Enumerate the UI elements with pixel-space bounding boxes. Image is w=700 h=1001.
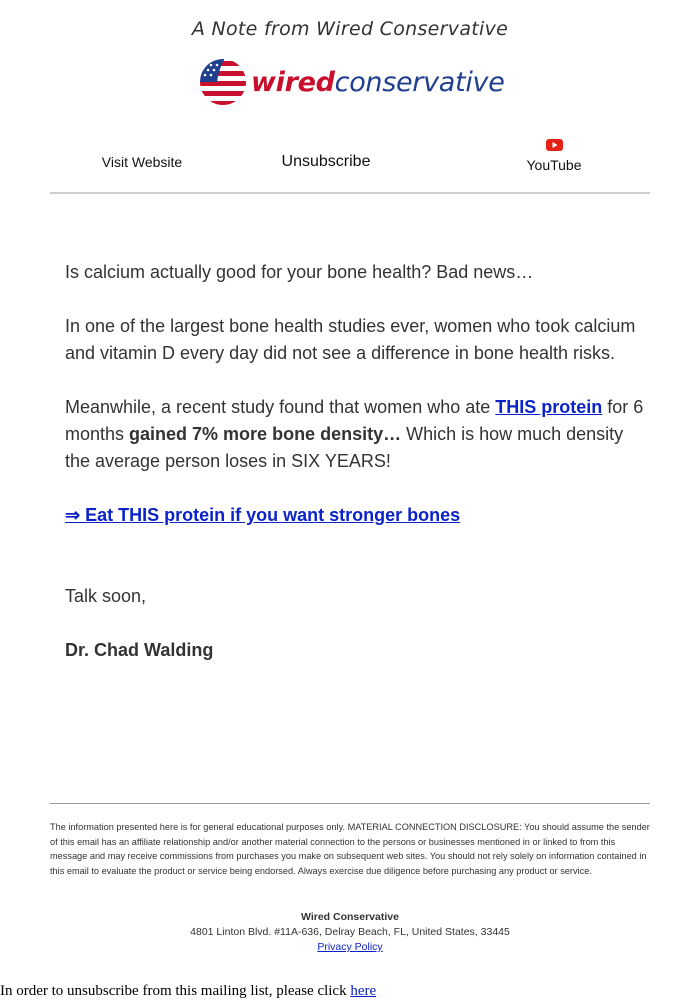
header-nav bbox=[50, 128, 650, 192]
signature bbox=[65, 637, 645, 664]
signoff-text: Talk soon, bbox=[65, 586, 147, 606]
youtube-label: YouTube bbox=[526, 157, 582, 173]
this-protein-link[interactable]: THIS protein bbox=[495, 397, 603, 417]
us-flag-globe-icon bbox=[199, 58, 247, 106]
logo-word-wired: wired bbox=[251, 66, 335, 98]
unsubscribe-here-link[interactable]: here bbox=[350, 983, 377, 999]
protein-text-1: Meanwhile, a recent study found that women who ate bbox=[65, 397, 496, 417]
disclosure-text: The information presented here is for general educational purposes only. MATERIAL CONNECTION DISCLOSURE: You should assume the sender of this email has an affiliate relationship and/or another material connection to the persons or businesses mentioned in or linked to from this message and may receive commissions from purchases you make on subsequent web sites. You should not rely solely on information contained in this email to evaluate the product or service being endorsed. Always exercise due diligence before purchasing any product or service. bbox=[50, 822, 650, 876]
brand-wordmark bbox=[251, 66, 505, 98]
unsubscribe-notice bbox=[0, 983, 700, 1000]
visit-website-link[interactable]: Visit Website bbox=[101, 154, 183, 170]
youtube-link[interactable] bbox=[454, 138, 654, 173]
email-body bbox=[65, 259, 645, 691]
signature-name: Dr. Chad Walding bbox=[65, 640, 214, 660]
youtube-icon bbox=[454, 138, 654, 154]
brand-logo[interactable] bbox=[199, 57, 505, 107]
footer-address: 4801 Linton Blvd. #11A-636, Delray Beach, FL, United States, 33445 bbox=[190, 926, 510, 938]
unsubscribe-link[interactable]: Unsubscribe bbox=[281, 153, 371, 170]
footer-company: Wired Conservative bbox=[301, 911, 399, 923]
bone-density-highlight: gained 7% more bone density… bbox=[129, 424, 402, 444]
privacy-policy-link[interactable]: Privacy Policy bbox=[317, 941, 383, 953]
cta-link[interactable]: ⇒ Eat THIS protein if you want stronger bones bbox=[65, 505, 461, 525]
footer bbox=[0, 910, 700, 955]
study-paragraph: In one of the largest bone health studies ever, women who took calcium and vitamin D every day did not see a difference in bone health risks. bbox=[65, 316, 636, 363]
unsubscribe-notice-text: In order to unsubscribe from this mailing list, please click bbox=[0, 983, 351, 999]
protein-text-3: Which is how much density the average person loses in SIX YEARS! bbox=[65, 424, 624, 471]
header-note: A Note from Wired Conservative bbox=[191, 18, 509, 40]
intro-paragraph: Is calcium actually good for your bone health? Bad news… bbox=[65, 262, 534, 282]
protein-text-2: for 6 months bbox=[65, 397, 644, 444]
footer-divider bbox=[50, 803, 650, 804]
logo-word-conservative: conservative bbox=[334, 66, 505, 98]
spacer bbox=[65, 556, 645, 583]
header-divider bbox=[50, 192, 650, 194]
protein-paragraph bbox=[65, 394, 645, 475]
